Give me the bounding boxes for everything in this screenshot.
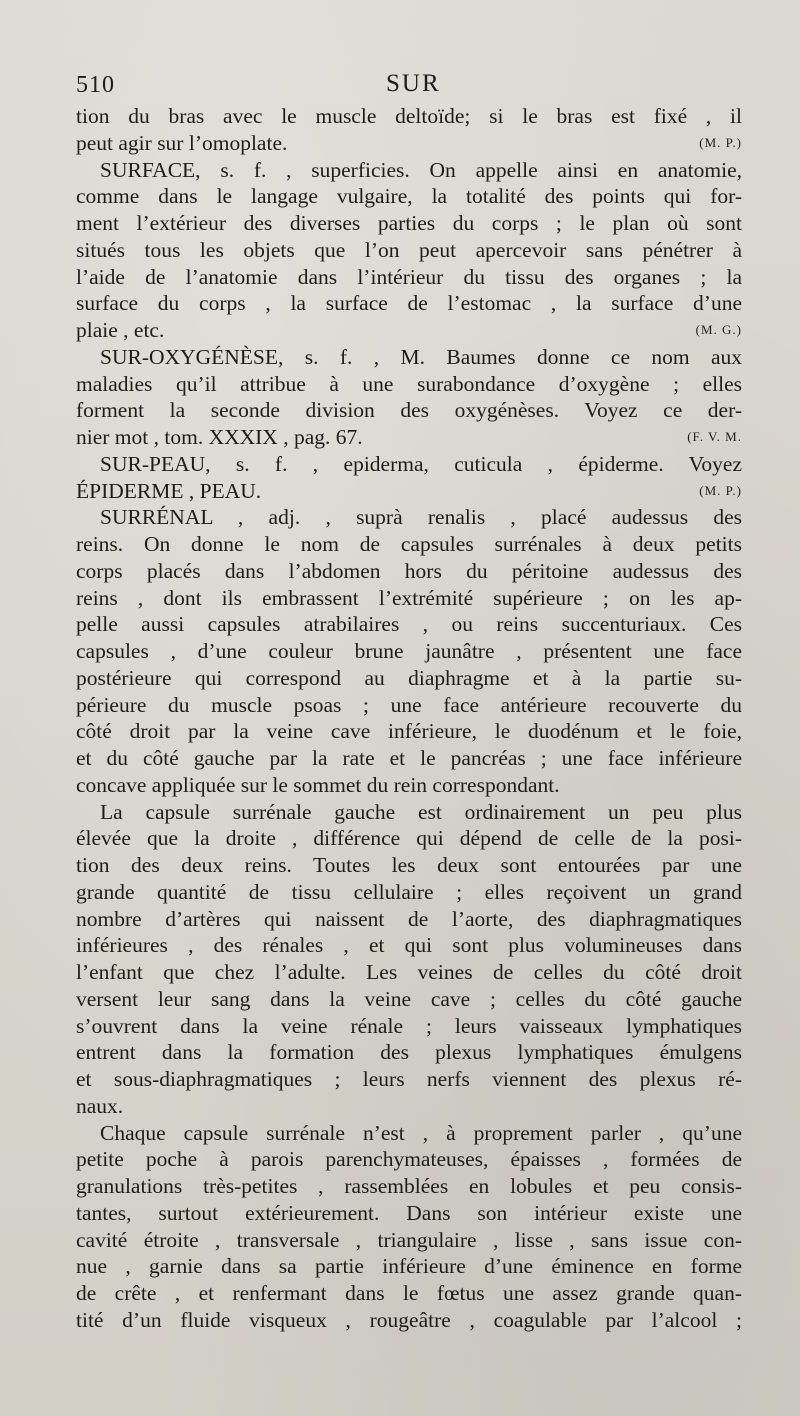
line-text: nue , garnie dans sa partie inférieure d’une éminence en forme [76,1254,742,1279]
line-text: forment la seconde division des oxygénèses. Voyez ce der- [76,398,742,423]
line-text: nombre d’artères qui naissent de l’aorte, des diaphragmatiques [76,906,742,931]
author-signature: (M. P.) [699,134,742,150]
text-line [76,558,742,585]
line-text: postérieure qui correspond au diaphragme et à la partie su- [76,665,742,690]
line-text: tion du bras avec le muscle deltoïde; si le bras est fixé , il [76,104,742,128]
line-text: périeure du muscle psoas ; une face antérieure recouverte du [76,692,742,717]
text-line [76,665,742,692]
running-head: SUR [386,70,441,97]
line-text: reins. On donne le nom de capsules surrénales à deux petits [76,532,742,556]
text-line [76,1307,742,1334]
line-text: ment l’extérieur des diverses parties du corps ; le plan où sont [76,211,742,235]
author-signature: (M. P.) [699,482,742,498]
line-text: tité d’un fluide visqueux , rougeâtre , coagulable par l’alcool ; [76,1307,742,1332]
line-text: nier mot , tom. XXXIX , pag. 67. [76,425,363,449]
text-line [76,237,742,264]
line-text: peut agir sur l’omoplate. [76,130,288,155]
text-line [76,478,742,505]
text-line [76,745,742,772]
text-line [76,531,742,558]
text-line [76,210,742,237]
line-text: La capsule surrénale gauche est ordinairement un peu plus [100,799,742,824]
text-line [76,103,742,130]
text-line [76,424,742,451]
line-text: SUR-OXYGÉNÈSE, s. f. , M. Baumes donne ce nom aux [100,344,742,369]
text-line [76,451,742,478]
line-text: versent leur sang dans la veine cave ; celles du côté gauche [76,986,742,1011]
line-text: tantes, surtout extérieurement. Dans son intérieur existe une [76,1200,742,1225]
line-text: capsules , d’une couleur brune jaunâtre , présentent une face [76,639,742,663]
text-line [76,906,742,933]
author-signature: (M. G.) [695,322,742,337]
text-line [76,825,742,852]
line-text: ÉPIDERME , PEAU. [76,478,262,503]
line-text: s’ouvrent dans la veine rénale ; leurs vaisseaux lymphatiques [76,1013,742,1038]
text-line [76,1066,742,1093]
line-text: de crête , et renfermant dans le fœtus une assez grande quan- [76,1281,742,1305]
line-text: SUR-PEAU, s. f. , epiderma, cuticula , épiderme. Voyez [100,451,742,476]
text-line [76,1200,742,1227]
line-text: reins , dont ils embrassent l’extrémité supérieure ; on les ap- [76,585,742,610]
line-text: et sous-diaphragmatiques ; leurs nerfs viennent des plexus ré- [76,1067,742,1091]
line-text: SURRÉNAL , adj. , suprà renalis , placé audessus des [100,505,742,530]
text-line [76,1173,742,1200]
line-text: Chaque capsule surrénale n’est , à proprement parler , qu’une [100,1120,742,1145]
line-text: plaie , etc. [76,318,165,342]
author-signature: (F. V. M. [687,429,742,444]
line-text: entrent dans la formation des plexus lymphatiques émulgens [76,1040,742,1065]
line-text: naux. [76,1093,124,1118]
text-line [76,1253,742,1280]
text-line [76,852,742,879]
text-line [76,638,742,665]
text-line [76,344,742,371]
line-text: corps placés dans l’abdomen hors du péritoine audessus des [76,558,742,583]
text-line [76,397,742,424]
line-text: concave appliquée sur le sommet du rein correspondant. [76,772,560,797]
line-text: tion des deux reins. Toutes les deux sont entourées par une [76,853,742,877]
line-text: élevée que la droite , différence qui dépend de celle de la posi- [76,826,742,851]
text-line [76,183,742,210]
text-line [76,290,742,317]
line-text: grande quantité de tissu cellulaire ; elles reçoivent un grand [76,879,742,904]
line-text: l’enfant que chez l’adulte. Les veines de celles du côté droit [76,960,742,984]
text-line [76,959,742,986]
line-text: situés tous les objets que l’on peut apercevoir sans pénétrer à [76,237,742,262]
text-line [76,1280,742,1307]
text-line [76,1146,742,1173]
text-line [76,1120,742,1147]
line-text: et du côté gauche par la rate et le pancréas ; une face inférieure [76,746,742,770]
line-text: SURFACE, s. f. , superficies. On appelle ainsi en anatomie, [100,157,742,182]
line-text: petite poche à parois parenchymateuses, épaisses , formées de [76,1147,742,1172]
line-text: maladies qu’il attribue à une surabondance d’oxygène ; elles [76,371,742,396]
text-line [76,611,742,638]
text-line [76,879,742,906]
page-body-text [76,103,742,1334]
text-line [76,585,742,612]
text-line [76,1093,742,1120]
text-line [76,799,742,826]
text-line [76,692,742,719]
text-line [76,130,742,157]
text-line [76,371,742,398]
text-line [76,317,742,344]
page-header [76,66,742,100]
line-text: granulations très-petites , rassemblées en lobules et peu consis- [76,1174,742,1198]
line-text: inférieures , des rénales , et qui sont plus volumineuses dans [76,933,742,958]
text-line [76,932,742,959]
text-line [76,1039,742,1066]
text-line [76,986,742,1013]
text-line [76,264,742,291]
text-line [76,1227,742,1254]
line-text: surface du corps , la surface de l’estomac , la surface d’une [76,291,742,316]
text-line [76,718,742,745]
text-line [76,157,742,184]
line-text: comme dans le langage vulgaire, la totalité des points qui for- [76,184,742,209]
page-number: 510 [76,72,115,98]
text-line [76,504,742,531]
line-text: l’aide de l’anatomie dans l’intérieur du tissu des organes ; la [76,264,742,289]
text-line [76,772,742,799]
line-text: cavité étroite , transversale , triangulaire , lisse , sans issue con- [76,1227,742,1252]
line-text: pelle aussi capsules atrabilaires , ou reins succenturiaux. Ces [76,612,742,637]
text-line [76,1013,742,1040]
line-text: côté droit par la veine cave inférieure, le duodénum et le foie, [76,719,742,744]
